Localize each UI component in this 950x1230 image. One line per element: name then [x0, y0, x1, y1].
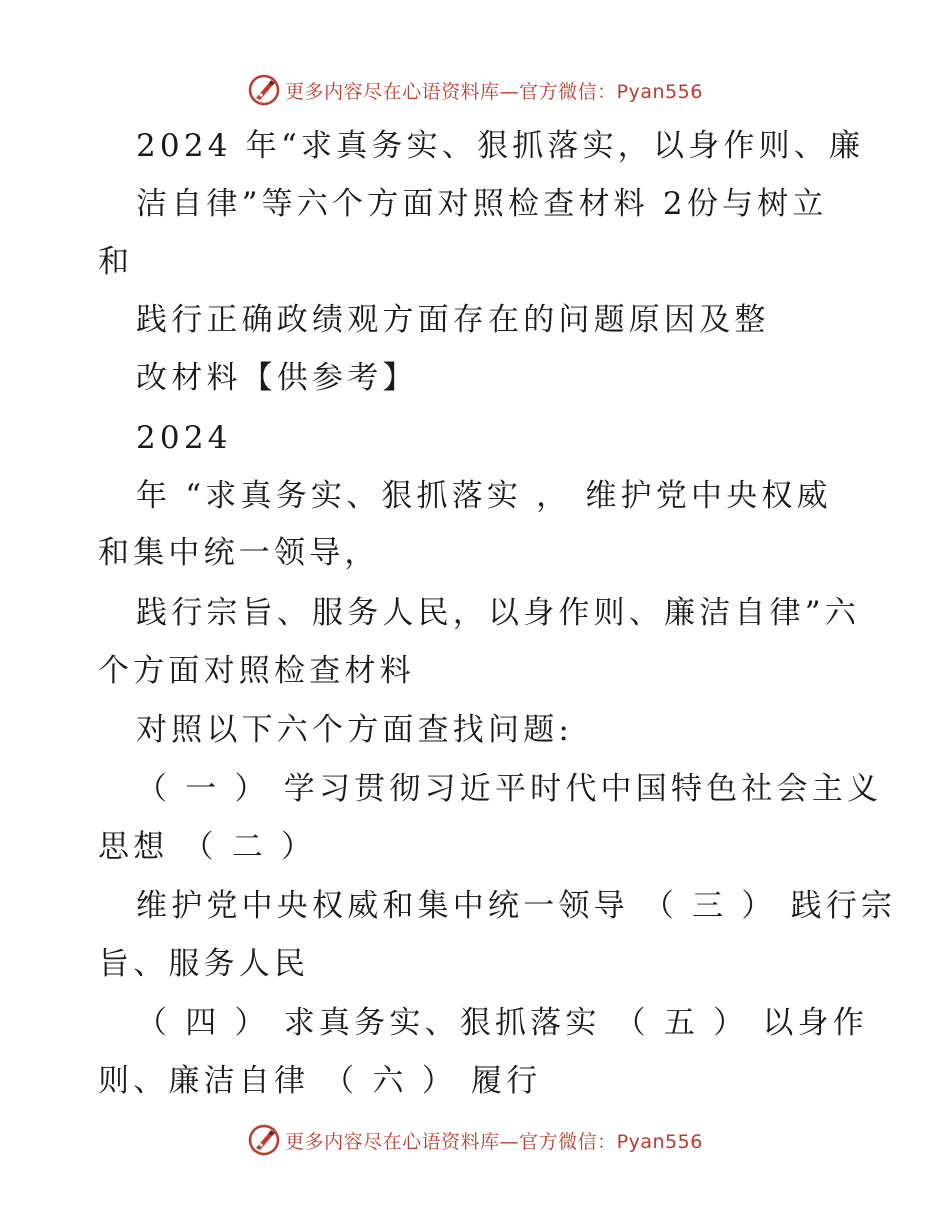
doc-line: 洁自律”等六个方面对照检查材料 2份与树立 [136, 186, 828, 222]
doc-line: 践行宗旨、服务人民，以身作则、廉洁自律”六 [136, 595, 861, 631]
doc-line: 维护党中央权威和集中统一领导 （ 三 ） 践行宗 [136, 888, 897, 924]
doc-line: （ 一 ） 学习贯彻习近平时代中国特色社会主义 [136, 771, 883, 807]
doc-line: 个方面对照检查材料 [98, 653, 415, 689]
doc-line: 2024 年“求真务实、狠抓落实，以身作则、廉 [136, 128, 865, 164]
doc-line: 对照以下六个方面查找问题: [136, 712, 574, 748]
watermark-text: 更多内容尽在心语资料库—官方微信：Pyan556 [285, 1130, 703, 1153]
footer-watermark-banner [0, 1120, 950, 1160]
doc-line: （ 四 ） 求真务实、狠抓落实 （ 五 ） 以身作 [136, 1005, 868, 1041]
watermark-text: 更多内容尽在心语资料库—官方微信：Pyan556 [285, 80, 703, 103]
pen-nib-circle-icon [247, 1123, 281, 1157]
doc-line: 践行正确政绩观方面存在的问题原因及整 [136, 302, 770, 338]
doc-line: 旨、服务人民 [98, 946, 310, 982]
doc-line: 2024 [136, 420, 232, 456]
doc-line: 思想 （ 二 ） [98, 829, 317, 865]
doc-line: 年 “求真务实、狠抓落实 ， 维护党中央权威 [136, 478, 832, 514]
doc-line: 改材料【供参考】 [136, 360, 418, 396]
doc-line: 则、廉洁自律 （ 六 ） 履行 [98, 1063, 542, 1099]
doc-line: 和 [98, 244, 134, 280]
doc-line: 和集中统一领导， [98, 535, 380, 571]
